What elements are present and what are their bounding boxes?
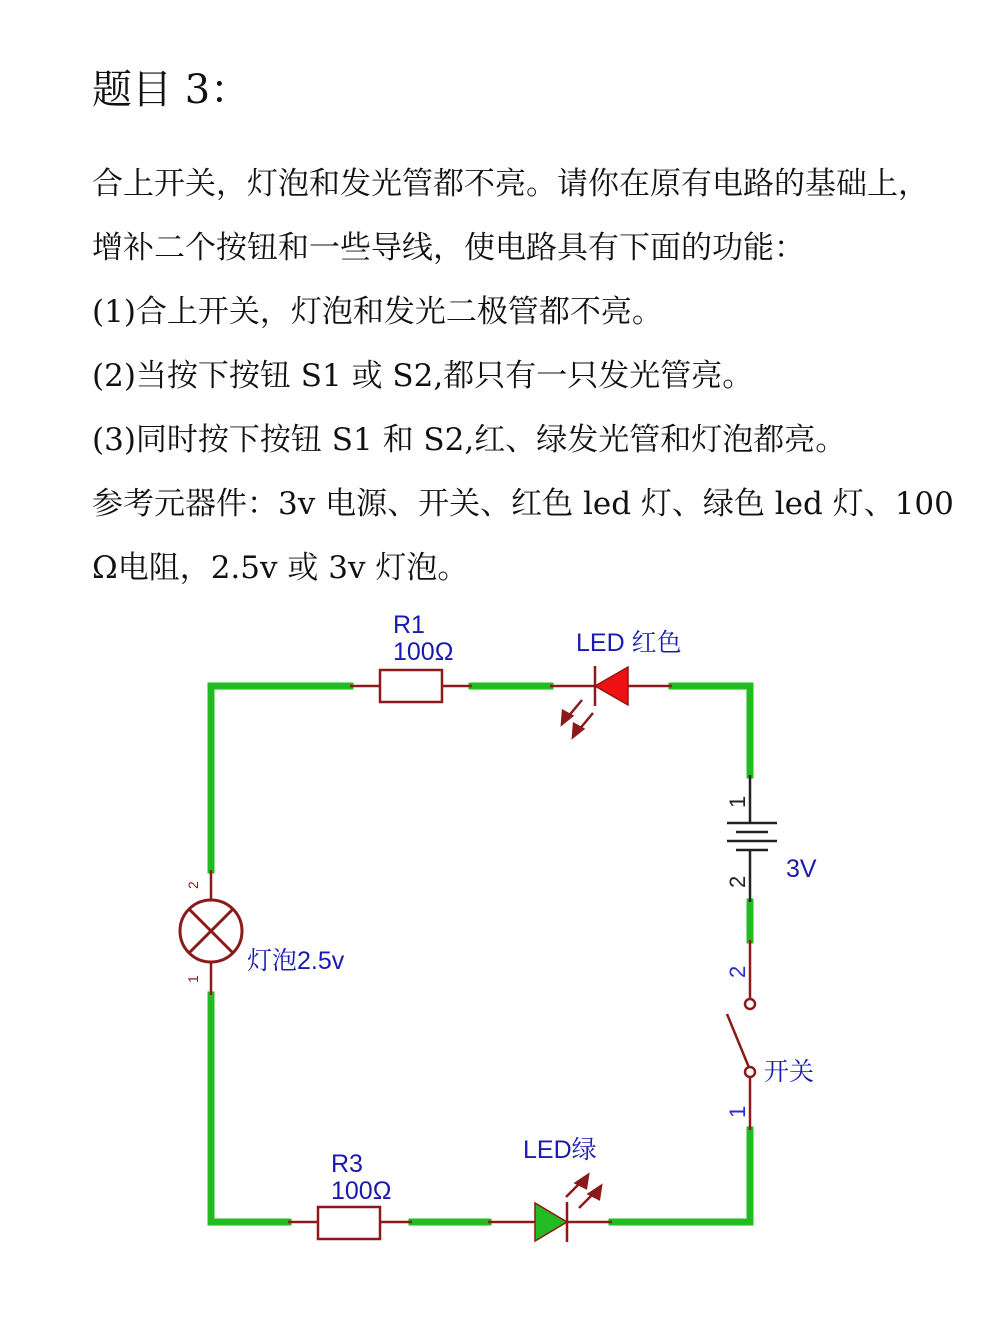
battery-pin1-label: 1 [725,795,750,808]
switch-pin1-label: 1 [725,1105,750,1118]
switch [727,999,755,1077]
text-line-1: 合上开关，灯泡和发光管都不亮。请你在原有电路的基础上， [92,166,929,202]
led-green-label: LED绿 [523,1136,597,1164]
text-line-2: 增补二个按钮和一些导线，使电路具有下面的功能： [92,230,805,266]
led-green [535,1175,601,1242]
led-red-emission-arrows [562,700,593,737]
switch-contact-bottom [745,1067,755,1077]
text-line-3: (1)合上开关，灯泡和发光二极管都不亮。 [92,294,663,330]
r1-name: R1 [393,611,425,639]
wire-top-right [672,686,750,775]
switch-label: 开关 [764,1058,815,1086]
battery-pin2-label: 2 [725,875,750,888]
switch-lever [727,1014,750,1070]
led-green-triangle [535,1203,567,1241]
lamp-pin2-label: 2 [185,881,201,889]
resistor-r1 [380,670,442,702]
battery-label: 3V [786,855,817,883]
led-red-triangle [595,667,628,705]
switch-pin2-label: 2 [725,965,750,978]
led-red [562,666,628,737]
lamp-pin1-label: 1 [185,975,201,983]
r3-value: 100Ω [331,1177,392,1205]
led-green-emission-arrows [566,1175,601,1208]
r3-name: R3 [331,1150,363,1178]
wire-top-left [211,686,350,870]
lamp-label: 灯泡2.5v [247,947,345,975]
text-line-5: (3)同时按下按钮 S1 和 S2,红、绿发光管和灯泡都亮。 [92,422,847,458]
led-red-label: LED 红色 [576,629,682,657]
resistor-r3 [318,1207,380,1239]
lamp [180,900,242,962]
wire-bottom-right [612,1130,750,1222]
text-line-4: (2)当按下按钮 S1 或 S2,都只有一只发光管亮。 [92,358,754,394]
wire-bottom-left [211,995,288,1222]
circuit-diagram [0,590,1000,1341]
problem-title: 题目 3： [92,67,251,113]
text-line-7: Ω电阻，2.5v 或 3v 灯泡。 [92,550,469,586]
text-line-6: 参考元器件：3v 电源、开关、红色 led 灯、绿色 led 灯、100 [92,486,954,522]
r1-value: 100Ω [393,638,454,666]
switch-contact-top [745,999,755,1009]
